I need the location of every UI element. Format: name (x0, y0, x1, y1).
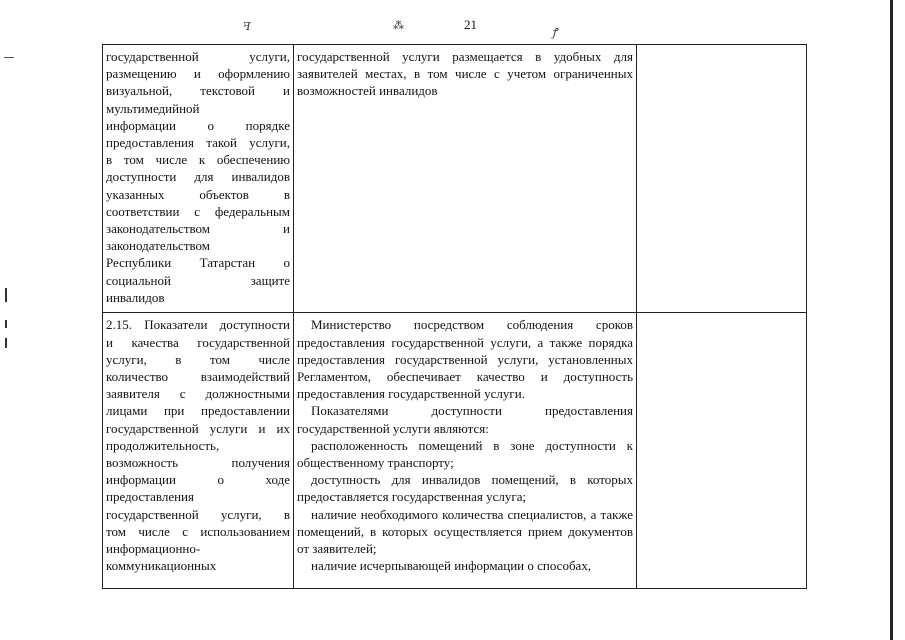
table-row (103, 45, 807, 313)
cell-text-line: информационно- (106, 541, 201, 557)
cell-text-line: законодательством (106, 238, 211, 254)
cell-paragraph: государственной услуги размещается в удобных для заявителей местах, в том числе с учетом ограниченных возможностей инвалидов (297, 49, 633, 99)
cell-text-line: информации о порядке (106, 117, 290, 133)
handwritten-mark: ꟻ (243, 20, 251, 33)
cell-text-line: и качества государственной (106, 334, 290, 350)
cell-paragraph: доступность для инвалидов помещений, в которых предоставляется государственная услуга; (297, 472, 633, 505)
legal-basis-cell (637, 313, 807, 589)
cell-text-line: соответствии с федеральным (106, 203, 290, 219)
requirement-name-cell (103, 313, 294, 589)
requirement-name-cell (103, 45, 294, 313)
cell-text-line: государственной услуги и их (106, 420, 290, 436)
scan-edge-mark (5, 338, 7, 348)
table-row (103, 313, 807, 589)
cell-text-line: том числе с использованием (106, 523, 290, 539)
cell-text-line: визуальной, текстовой и (106, 83, 290, 99)
cell-text-line: заявителя с должностными (106, 386, 290, 402)
cell-text-line: информации о ходе (106, 472, 290, 488)
cell-text-line: услуги, в том числе (106, 351, 290, 367)
cell-text-line: Республики Татарстан о (106, 255, 290, 271)
cell-paragraph: Показателями доступности предоставления государственной услуги являются: (297, 403, 633, 436)
regulation-table (102, 44, 807, 589)
cell-text-line: инвалидов (106, 289, 165, 305)
cell-paragraph: наличие необходимого количества специалистов, а также помещений, в которых осуществляется прием документов от заявителей; (297, 506, 633, 557)
cell-text-line: законодательством и (106, 221, 290, 237)
cell-text-line: государственной услуги, в (106, 506, 290, 522)
handwritten-mark: ⁂ (393, 19, 404, 32)
cell-text-line: мультимедийной (106, 100, 200, 116)
scan-edge-mark (5, 320, 7, 328)
cell-paragraph: Министерство посредством соблюдения сроков предоставления государственной услуги, а также порядка предоставления государственной услуги, установленных Регламентом, обеспечивает качество и доступность предоставления государственной услуги. (297, 317, 633, 402)
cell-text-line: в том числе к обеспечению (106, 152, 290, 168)
page-number: 21 (464, 17, 477, 32)
cell-text-line: возможность получения (106, 455, 290, 471)
requirement-content-cell (294, 313, 637, 589)
legal-basis-cell (637, 45, 807, 313)
scan-edge-mark (4, 57, 14, 58)
cell-text-line: указанных объектов в (106, 186, 290, 202)
cell-text-line: социальной защите (106, 272, 290, 288)
cell-text-line: доступности для инвалидов (106, 169, 290, 185)
cell-text-line: 2.15. Показатели доступности (106, 317, 290, 333)
cell-text-line: лицами при предоставлении (106, 403, 290, 419)
cell-text-line: коммуникационных (106, 558, 217, 574)
cell-text-line: количество взаимодействий (106, 369, 290, 385)
cell-paragraph: наличие исчерпывающей информации о способах, (311, 558, 592, 574)
cell-paragraph: расположенность помещений в зоне доступности к общественному транспорту; (297, 437, 633, 471)
scan-edge-line (890, 0, 893, 640)
cell-text-line: предоставления (106, 489, 194, 505)
cell-text-line: государственной услуги, (106, 49, 290, 64)
cell-text-line: предоставления такой услуги, (106, 135, 290, 151)
requirement-content-cell (294, 45, 637, 313)
scan-edge-mark (5, 288, 7, 302)
handwritten-mark: ꝭ (552, 26, 558, 39)
cell-text-line: размещению и оформлению (106, 66, 290, 82)
cell-text-line: продолжительность, (106, 437, 220, 453)
